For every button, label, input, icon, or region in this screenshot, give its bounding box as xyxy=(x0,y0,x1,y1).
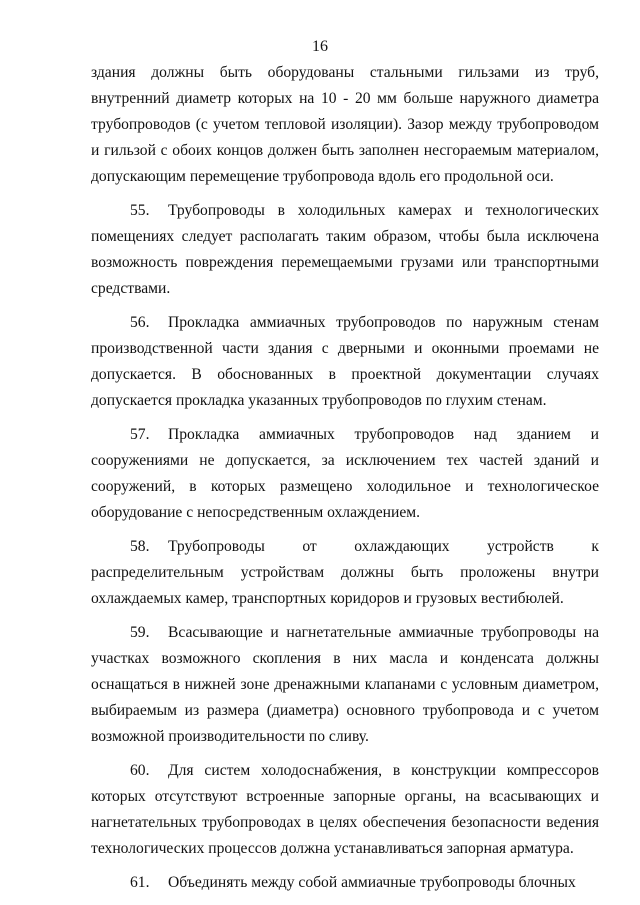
paragraph-text: Прокладка аммиачных трубопроводов над зданием и сооружениями не допускается, за исключением тех частей зданий и сооружений, в которых размещено холодильное и технологическое оборудование с непосредственным охлаждением. xyxy=(91,426,599,521)
paragraph-text: Объединять между собой аммиачные трубопроводы блочных xyxy=(168,874,576,891)
paragraph-55 xyxy=(91,198,599,302)
paragraph-number: 56. xyxy=(130,314,150,331)
paragraph-number: 59. xyxy=(130,624,150,641)
paragraph-59 xyxy=(91,620,599,750)
paragraph-57 xyxy=(91,422,599,526)
paragraph-56 xyxy=(91,310,599,414)
paragraph-text: Трубопроводы от охлаждающих устройств к распределительным устройствам должны быть проложены внутри охлаждаемых камер, транспортных коридоров и грузовых вестибюлей. xyxy=(91,538,599,607)
page-number: 16 xyxy=(312,38,328,55)
paragraph-61 xyxy=(91,870,599,896)
document-body xyxy=(91,60,599,904)
paragraph-text: Прокладка аммиачных трубопроводов по наружным стенам производственной части здания с дверными и оконными проемами не допускается. В обоснованных в проектной документации случаях допускается прокладка указанных трубопроводов по глухим стенам. xyxy=(91,314,599,409)
paragraph-text: Всасывающие и нагнетательные аммиачные трубопроводы на участках возможного скопления в них масла и конденсата должны оснащаться в нижней зоне дренажными клапанами с условным диаметром, выбираемым из размера (диаметра) основного трубопровода и с учетом возможной производительности по сливу. xyxy=(91,624,599,745)
paragraph-60 xyxy=(91,758,599,862)
paragraph-text: здания должны быть оборудованы стальными гильзами из труб, внутренний диаметр которых на 10 - 20 мм больше наружного диаметра трубопроводов (с учетом тепловой изоляции). Зазор между трубопроводом и гильзой с обоих концов должен быть заполнен несгораемым материалом, допускающим перемещение трубопровода вдоль его продольной оси. xyxy=(91,64,599,185)
paragraph-number: 55. xyxy=(130,202,150,219)
paragraph-continuation xyxy=(91,60,599,190)
paragraph-number: 61. xyxy=(130,874,150,891)
paragraph-number: 60. xyxy=(130,762,150,779)
paragraph-number: 58. xyxy=(130,538,150,555)
paragraph-text: Трубопроводы в холодильных камерах и технологических помещениях следует располагать таким образом, чтобы была исключена возможность повреждения перемещаемыми грузами или транспортными средствами. xyxy=(91,202,599,297)
paragraph-text: Для систем холодоснабжения, в конструкции компрессоров которых отсутствуют встроенные запорные органы, на всасывающих и нагнетательных трубопроводах в целях обеспечения безопасности ведения технологических процессов должна устанавливаться запорная арматура. xyxy=(91,762,599,857)
paragraph-58 xyxy=(91,534,599,612)
paragraph-number: 57. xyxy=(130,426,150,443)
